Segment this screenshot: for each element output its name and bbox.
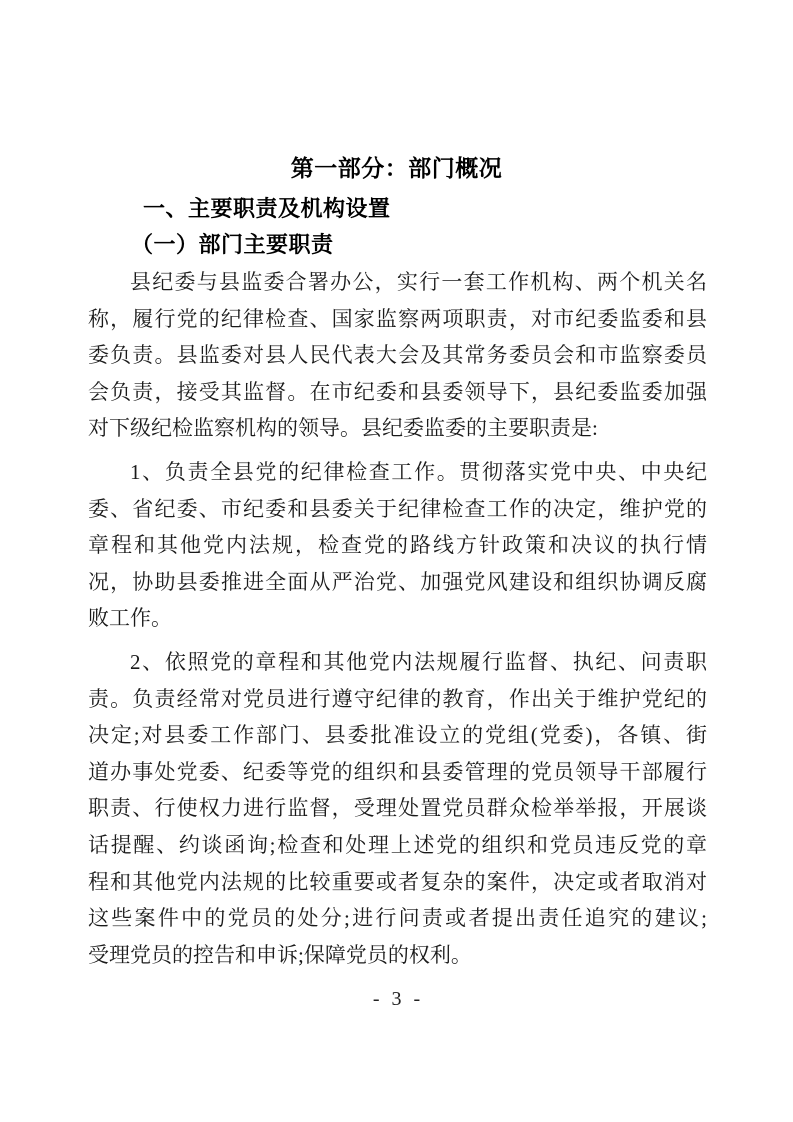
text-line: 话提醒、约谈函询;检查和处理上述党的组织和党员违反党的章 <box>88 832 707 857</box>
section-heading: 一、主要职责及机构设置 <box>143 196 391 221</box>
paragraph <box>88 644 707 973</box>
paragraph <box>88 264 707 447</box>
text-line: 况，协助县委推进全面从严治党、加强党风建设和组织协调反腐 <box>88 569 707 594</box>
document-body <box>88 264 707 973</box>
subsection-heading: （一）部门主要职责 <box>131 232 334 257</box>
page-number: - 3 - <box>372 988 421 1010</box>
text-line: 决定;对县委工作部门、县委批准设立的党组(党委)，各镇、街 <box>88 723 707 748</box>
text-line: 会负责，接受其监督。在市纪委和县委领导下，县纪委监委加强 <box>88 379 707 404</box>
text-line: 2、依照党的章程和其他党内法规履行监督、执纪、问责职 <box>130 649 707 674</box>
document-title: 第一部分：部门概况 <box>290 155 503 181</box>
text-line: 委、省纪委、市纪委和县委关于纪律检查工作的决定，维护党的 <box>88 496 707 521</box>
text-line: 1、负责全县党的纪律检查工作。贯彻落实党中央、中央纪 <box>130 459 707 484</box>
text-line: 职责、行使权力进行监督，受理处置党员群众检举举报，开展谈 <box>88 796 707 821</box>
text-line: 程和其他党内法规的比较重要或者复杂的案件，决定或者取消对 <box>88 869 707 894</box>
paragraph <box>88 454 707 637</box>
text-line: 这些案件中的党员的处分;进行问责或者提出责任追究的建议; <box>88 906 707 931</box>
text-line: 委负责。县监委对县人民代表大会及其常务委员会和市监察委员 <box>88 343 707 368</box>
text-line: 受理党员的控告和申诉;保障党员的权利。 <box>88 942 472 967</box>
text-line: 称，履行党的纪律检查、国家监察两项职责，对市纪委监委和县 <box>88 306 707 331</box>
text-line: 责。负责经常对党员进行遵守纪律的教育，作出关于维护党纪的 <box>88 686 707 711</box>
text-line: 败工作。 <box>88 606 172 631</box>
text-line: 对下级纪检监察机构的领导。县纪委监委的主要职责是: <box>88 416 598 441</box>
text-line: 章程和其他党内法规，检查党的路线方针政策和决议的执行情 <box>88 533 707 558</box>
text-line: 道办事处党委、纪委等党的组织和县委管理的党员领导干部履行 <box>88 759 707 784</box>
text-line: 县纪委与县监委合署办公，实行一套工作机构、两个机关名 <box>130 270 707 294</box>
